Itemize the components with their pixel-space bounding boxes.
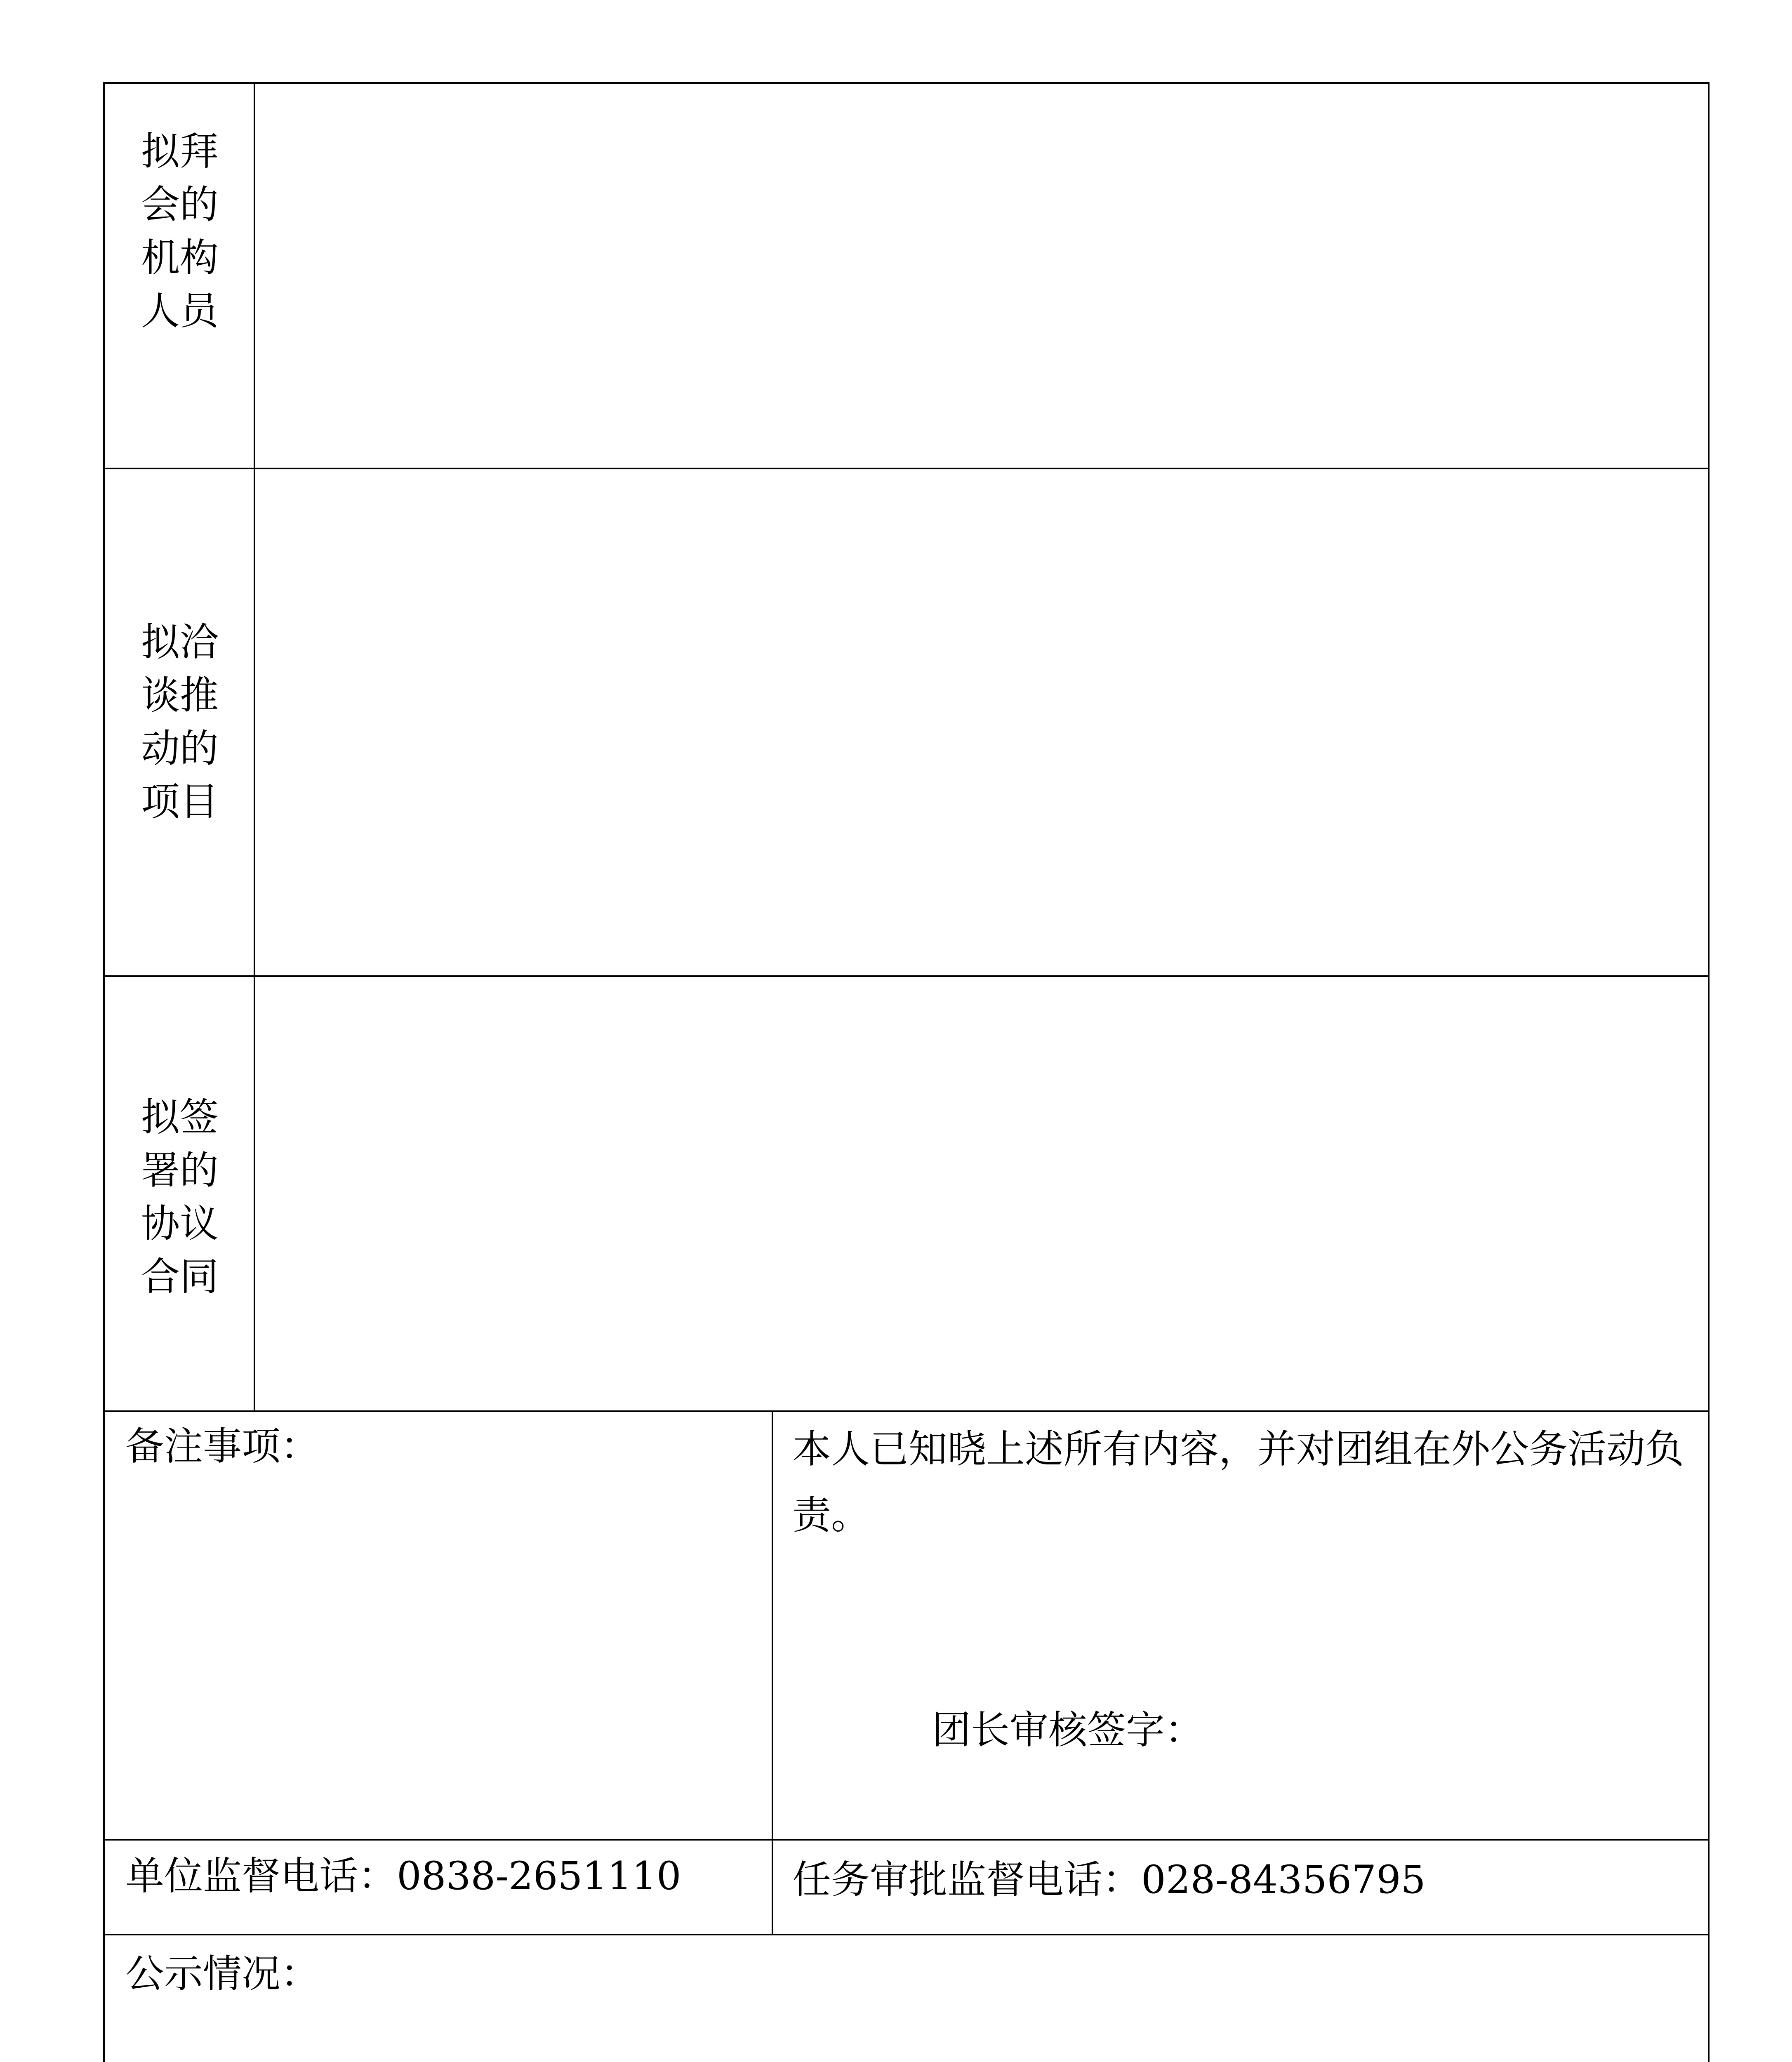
unit-supervision-phone: 单位监督电话：0838-2651110 — [125, 1854, 681, 1899]
row-label-negotiation-projects — [105, 616, 255, 829]
row-label-agreements-contracts — [105, 1091, 255, 1304]
half-column-divider — [772, 1411, 773, 1935]
application-form-table — [103, 82, 1710, 2062]
signature-label: 团长审核签字： — [932, 1708, 1204, 1753]
row-divider — [105, 1934, 1708, 1935]
task-approval-supervision-phone: 任务审批监督电话：028-84356795 — [792, 1857, 1426, 1902]
declaration-text: 本人已知晓上述所有内容，并对团组在外公务活动负责。 — [792, 1427, 1684, 1538]
label-line: 人员 — [141, 289, 219, 334]
visit-institutions-field[interactable] — [278, 108, 1680, 438]
publicity-label: 公示情况： — [125, 1951, 320, 1996]
label-line: 署的 — [141, 1148, 219, 1193]
label-line: 合同 — [141, 1255, 219, 1299]
label-line: 谈推 — [141, 673, 219, 718]
label-line: 拟洽 — [141, 620, 219, 665]
label-line: 项目 — [141, 779, 219, 824]
label-line: 会的 — [141, 182, 219, 227]
row-divider — [105, 468, 1708, 469]
remarks-label: 备注事项： — [125, 1424, 320, 1469]
row-divider — [105, 975, 1708, 977]
remarks-field[interactable] — [125, 1486, 752, 1816]
publicity-field[interactable] — [125, 2006, 1684, 2062]
label-line: 机构 — [141, 235, 219, 280]
row-divider — [105, 1839, 1708, 1841]
agreements-contracts-field[interactable] — [278, 1003, 1680, 1395]
row-divider — [105, 1410, 1708, 1412]
label-line: 动的 — [141, 726, 219, 771]
label-line: 拟拜 — [141, 129, 219, 174]
negotiation-projects-field[interactable] — [278, 496, 1680, 950]
label-line: 协议 — [141, 1201, 219, 1246]
row-label-visit-institutions — [105, 125, 255, 338]
label-line: 拟签 — [141, 1095, 219, 1140]
